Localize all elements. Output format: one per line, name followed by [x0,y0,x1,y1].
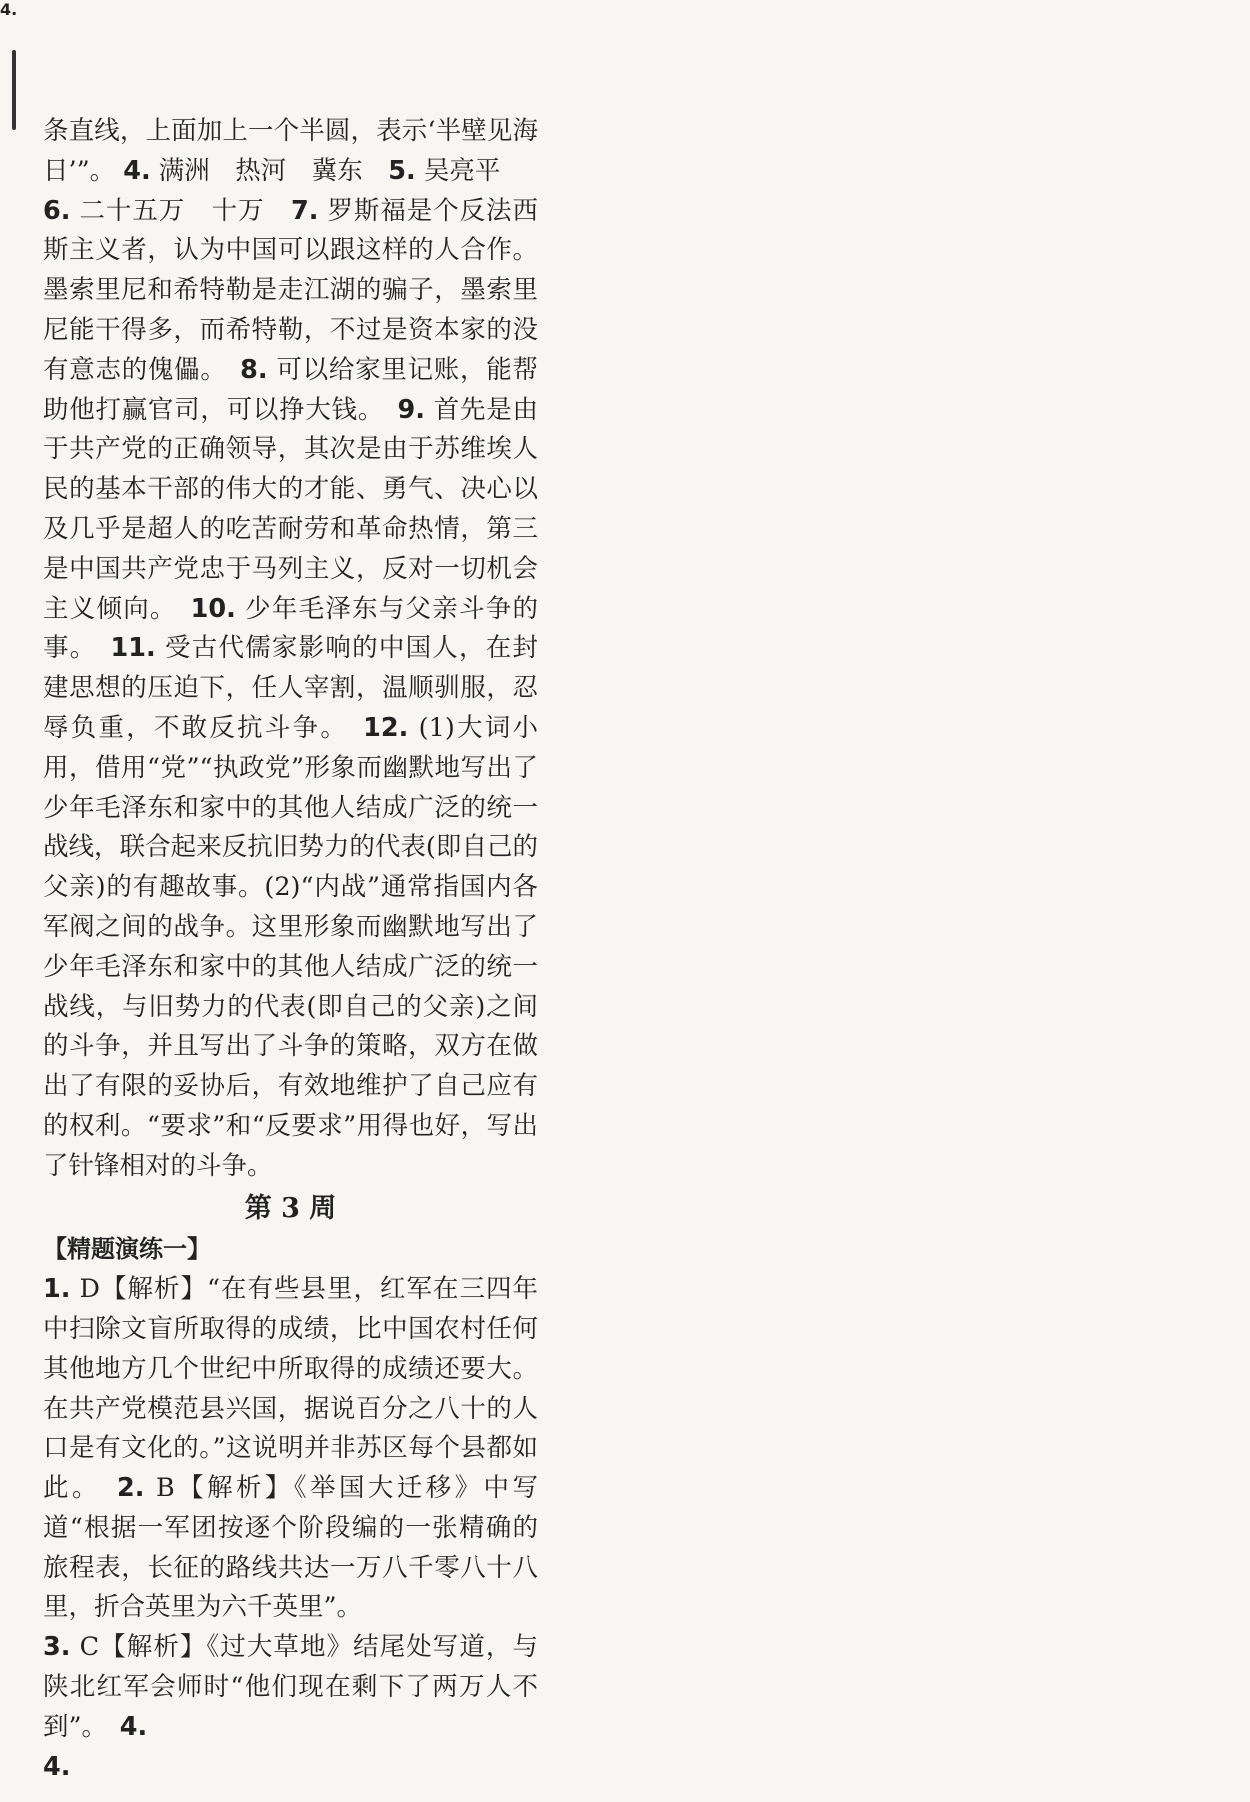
answers-week2-cont: 条直线，上面加上一个半圆，表示‘半壁见海日’”。 4. 满洲 热河 冀东 5. 吴亮平 6. 二十五万 十万 7. 罗斯福是个反法西斯主义者，认为中国可以跟这样的人合作。墨索里尼和希特勒是走江湖的骗子，墨索里尼能干得多，而希特勒，不过是资本家的没有意志的傀儡。 8. 可以给家里记账，能帮助他打赢官司，可以挣大钱。 9. 首先是由于共产党的正确领导，其次是由于苏维埃人民的基本干部的伟大的才能、勇气、决心以及几乎是超人的吃苦耐劳和革命热情，第三是中国共产党忠于马列主义，反对一切机会主义倾向。 10. 少年毛泽东与父亲斗争的事。 11. 受古代儒家影响的中国人，在封建思想的压迫下，任人宰割，温顺驯服，忍辱负重，不敢反抗斗争。 12. (1)大词小用，借用“党”“执政党”形象而幽默地写出了少年毛泽东和家中的其他人结成广泛的统一战线，联合起来反抗旧势力的代表(即自己的父亲)的有趣故事。(2)“内战”通常指国内各军阀之间的战争。这里形象而幽默地写出了少年毛泽东和家中的其他人结成广泛的统一战线，与旧势力的代表(即自己的父亲)之间的斗争，并且写出了斗争的策略，双方在做出了有限的妥协后，有效地维护了自己应有的权利。“要求”和“反要求”用得也好，写出了针锋相对的斗争。 [43,116,538,1181]
binding-mark [12,50,16,130]
section1-answers: 1. D【解析】“在有些县里，红军在三四年中扫除文盲所取得的成绩，比中国农村任何其他地方几个世纪中所取得的成绩还要大。在共产党模范县兴国，据说百分之八十的人口是有文化的。”这说明并非苏区每个县都如此。 2. B【解析】《举国大迁移》中写道“根据一军团按逐个阶段编的一张精确的旅程表，长征的路线共达一万八千零八十八里，折合英里为六千英里”。 3. C【解析】《过大草地》结尾处写道，与陕北红军会师时“他们现在剩下了两万人不到”。 4. [43,1274,538,1742]
left-column: 条直线，上面加上一个半圆，表示‘半壁见海日’”。 4. 满洲 热河 冀东 5. 吴亮平 6. 二十五万 十万 7. 罗斯福是个反法西斯主义者，认为中国可以跟这样的人合作。墨索里尼和希特勒是走江湖的骗子，墨索里尼能干得多，而希特勒，不过是资本家的没有意志的傀儡。 8. 可以给家里记账，能帮助他打赢官司，可以挣大钱。 9. 首先是由于共产党的正确领导，其次是由于苏维埃人民的基本干部的伟大的才能、勇气、决心以及几乎是超人的吃苦耐劳和革命热情，第三是中国共产党忠于马列主义，反对一切机会主义倾向。 10. 少年毛泽东与父亲斗争的事。 11. 受古代儒家影响的中国人，在封建思想的压迫下，任人宰割，温顺驯服，忍辱负重，不敢反抗斗争。 12. (1)大词小用，借用“党”“执政党”形象而幽默地写出了少年毛泽东和家中的其他人结成广泛的统一战线，联合起来反抗旧势力的代表(即自己的父亲)的有趣故事。(2)“内战”通常指国内各军阀之间的战争。这里形象而幽默地写出了少年毛泽东和家中的其他人结成广泛的统一战线，与旧势力的代表(即自己的父亲)之间的斗争，并且写出了斗争的策略，双方在做出了有限的妥协后，有效地维护了自己应有的权利。“要求”和“反要求”用得也好，写出了针锋相对的斗争。 第 3 周 【精题演练一】 1. D【解析】“在有些县里，红军在三四年中扫除文盲所取得的成绩，比中国农村任何其他地方几个世纪中所取得的成绩还要大。在共产党模范县兴国，据说百分之八十的人口是有文化的。”这说明并非苏区每个县都如此。 2. B【解析】《举国大迁移》中写道“根据一军团按逐个阶段编的一张精确的旅程表，长征的路线共达一万八千零八十八里，折合英里为六千英里”。 3. C【解析】《过大草地》结尾处写道，与陕北红军会师时“他们现在剩下了两万人不到”。 4. 4. [43,112,538,1787]
week-title: 第 3 周 [244,1192,337,1224]
section-title-1: 【精题演练一】 [43,1235,211,1264]
